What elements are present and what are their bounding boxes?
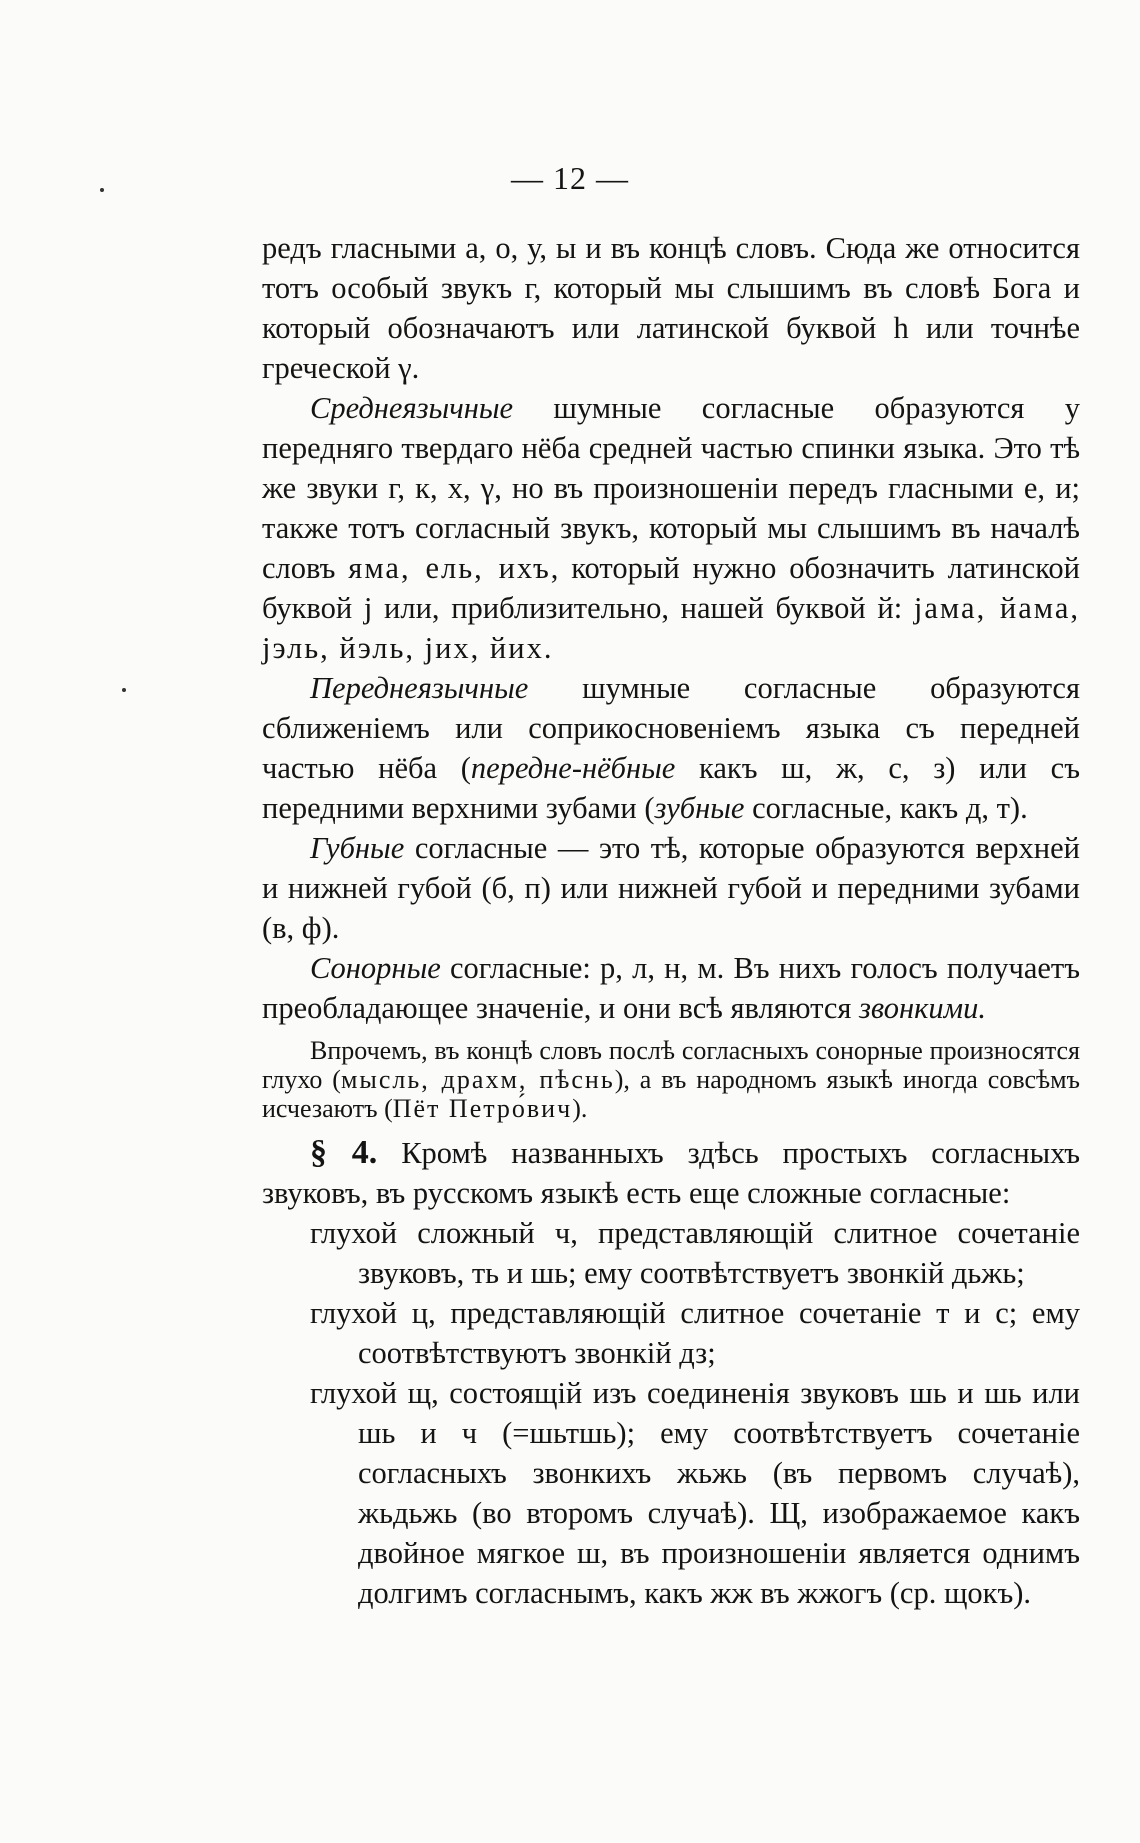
- list-item-shch: глухой щ, состоящій изъ соединенія звуковъ шь и шь или шь и ч (=шьтшь); ему соотвѣтствуетъ сочетаніе согласныхъ звонкихъ жьжь (въ первомъ случаѣ), жьдьжь (во второмъ случаѣ). Щ, изображаемое какъ двойное мягкое ш, въ произношеніи является однимъ долгимъ согласнымъ, какъ жж въ жжогъ (ср. щокъ).: [310, 1376, 1080, 1610]
- paragraph-mid-lingual: Среднеязычные шумные согласные образуются у передняго твердаго нёба средней частью спинки языка. Это тѣ же звуки г, к, х, γ, но въ произношеніи передъ гласными е, и; также тотъ согласный звукъ, который мы слышимъ въ началѣ словъ яма, ель, ихъ, который нужно обозначить латинской буквой j или, приблизительно, нашей буквой й: jама, йама, jэль, йэль, jих, йих.: [262, 391, 1080, 665]
- term-labial: Губные: [310, 831, 405, 865]
- paragraph-continued: редъ гласными а, о, у, ы и въ концѣ словъ. Сюда же относится тотъ особый звукъ г, который мы слышимъ въ словѣ Бога и который обозначаютъ или латинской буквой h или точнѣе греческой γ.: [262, 231, 1080, 385]
- paragraph-labial: Губные согласные — это тѣ, которые образуются верхней и нижней губой (б, п) или нижней губой и передними зубами (в, ф).: [262, 831, 1080, 945]
- small-print-note: Впрочемъ, въ концѣ словъ послѣ согласныхъ сонорные произносятся глухо (мысль, драхм, пѣснь), а въ народномъ языкѣ иногда совсѣмъ исчезаютъ (Пёт Петро́вич).: [262, 1036, 1080, 1123]
- page-number: — 12 —: [511, 160, 629, 196]
- print-speck: [122, 688, 126, 692]
- section-mark: § 4.: [310, 1134, 378, 1171]
- term-mid-lingual: Среднеязычные: [310, 391, 514, 425]
- term-fore-lingual: Переднеязычные: [310, 671, 529, 705]
- list-item-ch: глухой сложный ч, представляющій слитное сочетаніе звуковъ, ть и шь; ему соотвѣтствуетъ звонкій дьжь;: [310, 1216, 1080, 1290]
- print-speck: [100, 188, 104, 192]
- list-item-ts: глухой ц, представляющій слитное сочетаніе т и с; ему соотвѣтствуютъ звонкій дз;: [310, 1296, 1080, 1370]
- paragraph-fore-lingual: Переднеязычные шумные согласные образуются сближеніемъ или соприкосновеніемъ языка съ передней частью нёба (переднe-нёбные какъ ш, ж, с, з) или съ передними верхними зубами (зубные согласные, какъ д, т).: [262, 671, 1080, 825]
- section-4: § 4. Кромѣ названныхъ здѣсь простыхъ согласныхъ звуковъ, въ русскомъ языкѣ есть еще сложные согласные:: [262, 1134, 1080, 1210]
- paragraph-sonorant: Сонорные согласные: р, л, н, м. Въ нихъ голосъ получаетъ преобладающее значеніе, и они всѣ являются звонкими.: [262, 951, 1080, 1025]
- page-body: [262, 228, 1080, 1613]
- term-sonorant: Сонорные: [310, 951, 441, 985]
